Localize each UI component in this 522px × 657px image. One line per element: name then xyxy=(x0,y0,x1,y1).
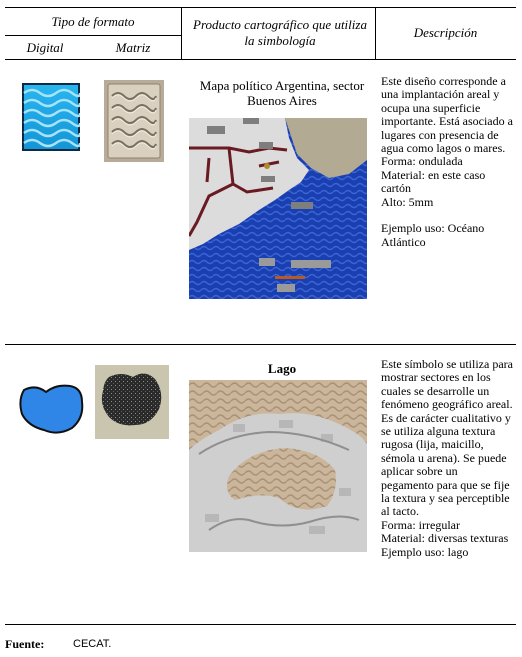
source-value: CECAT. xyxy=(73,638,112,650)
map-image-buenos-aires xyxy=(189,118,367,299)
description-text-1: Este diseño corresponde a una implantación areal y ocupa una superficie importante. Está asociado a lugares con presencia de agua como lagos o mares. Forma: ondulada Material: en este caso cartón Alto: 5mm Ejemplo uso: Océano Atlántico xyxy=(381,74,513,249)
header-product: Producto cartográfico que utiliza la simbología xyxy=(193,17,367,48)
product-title-lake: Lago xyxy=(267,361,297,376)
header-description: Descripción xyxy=(413,25,478,40)
product-title-map: Mapa político Argentina, sector Buenos Aires xyxy=(199,78,365,108)
digital-lake-symbol xyxy=(18,380,86,438)
lake-tactile-photo xyxy=(189,380,367,552)
column-divider-2 xyxy=(375,7,376,60)
description-text-2: Este símbolo se utiliza para mostrar sectores en los cuales se desarrolle un fenómeno geográfico areal. Es de carácter cualitativo y se utiliza alguna textura rugosa (lija, maicillo, sémola u arena). Se puede aplicar sobre un pegamento para que se fije la textura y sea perceptible al tacto. Forma: irregular Material: diversas texturas Ejemplo uso: lago xyxy=(381,357,513,559)
table-bottom-border xyxy=(5,624,516,625)
table-top-border xyxy=(5,7,516,8)
matriz-lake-symbol xyxy=(95,365,169,439)
header-matriz: Matriz xyxy=(115,40,151,55)
row-divider xyxy=(5,344,516,345)
matriz-wave-symbol xyxy=(104,80,164,162)
header-sub-divider xyxy=(5,35,181,36)
column-divider-1 xyxy=(181,7,182,60)
header-digital: Digital xyxy=(26,40,64,55)
source-label: Fuente: xyxy=(5,637,45,651)
header-format-type: Tipo de formato xyxy=(51,14,135,29)
header-bottom-border xyxy=(5,59,516,60)
digital-wave-symbol xyxy=(22,83,80,151)
